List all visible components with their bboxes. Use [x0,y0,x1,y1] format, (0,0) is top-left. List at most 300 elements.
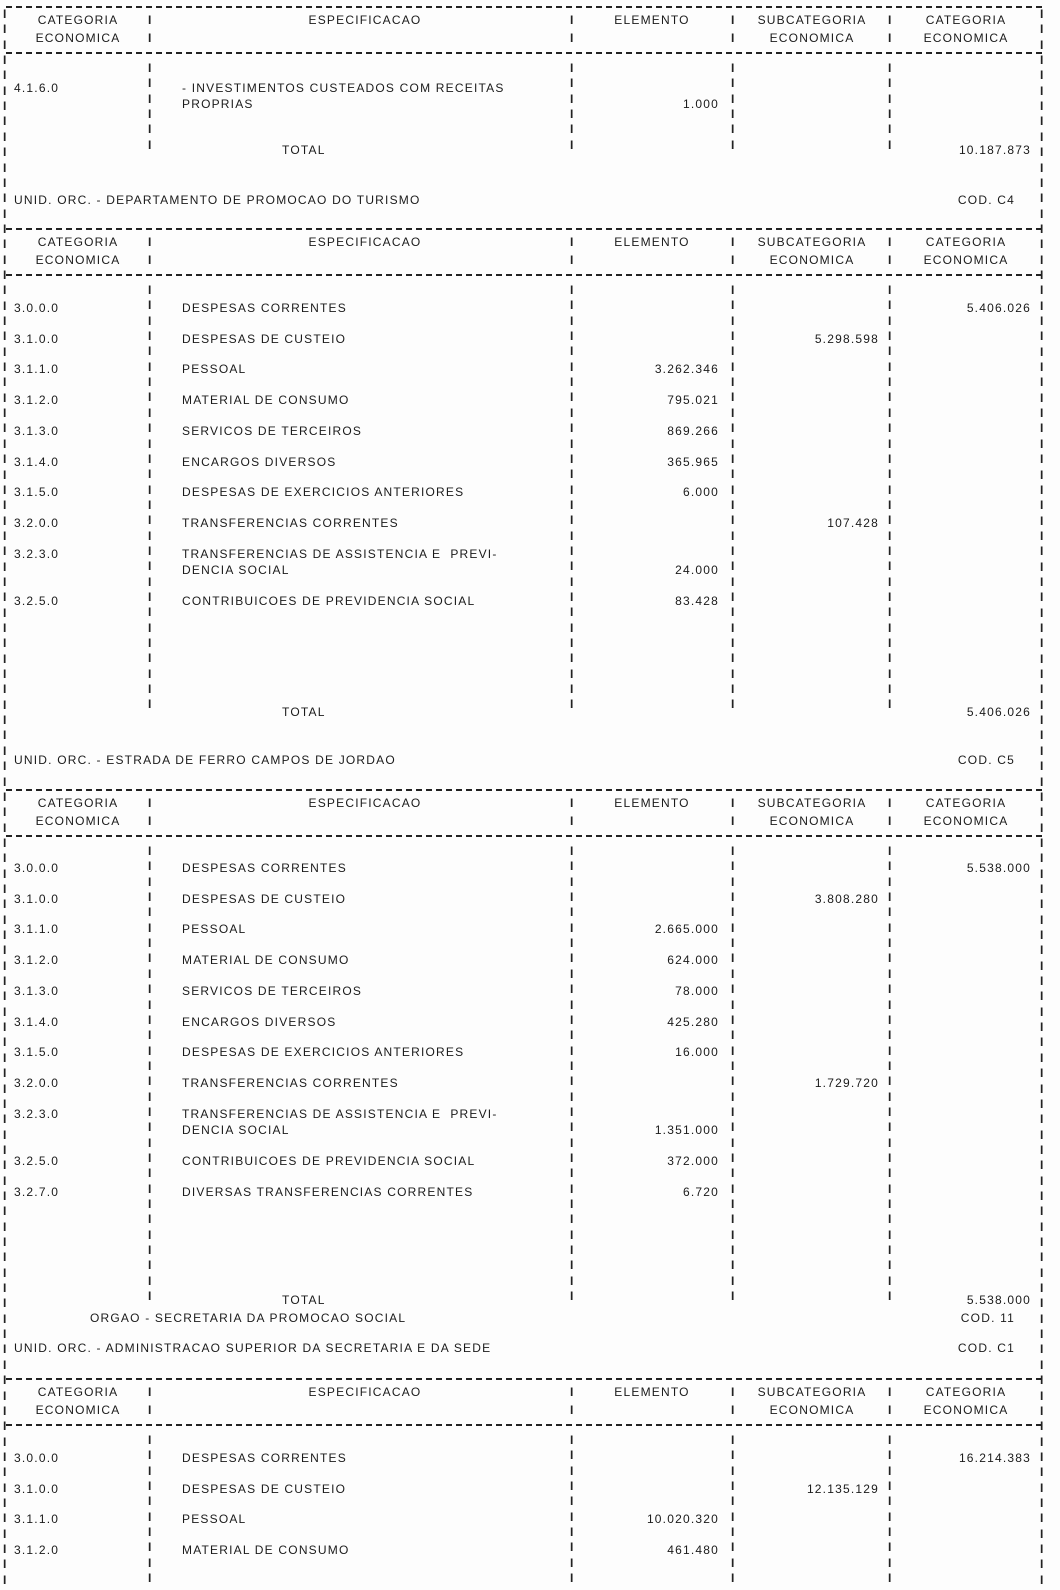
column-separator: I [3,590,8,605]
column-separator: I [731,697,736,712]
column-separator: I [888,1120,893,1135]
column-separator: I [1040,329,1045,344]
column-separator: I [888,1243,893,1258]
column-separator: I [148,1028,153,1043]
column-separator: I [1040,866,1045,881]
column-separator: I [731,1151,736,1165]
column-separator: I [570,1058,575,1073]
column-separator: I [888,1403,893,1417]
column-separator: I [570,1151,575,1165]
column-separator: I [888,814,893,828]
column-separator: I [1040,1235,1045,1249]
column-separator: I [570,936,575,951]
column-separator: I [731,636,736,651]
column-separator: I [3,912,8,927]
column-separator: I [3,1526,8,1541]
column-separator: I [3,1281,8,1296]
column-separator: I [570,91,575,106]
column-separator: I [888,1571,893,1586]
column-separator: I [3,1480,8,1495]
column-separator: I [1040,252,1045,267]
column-separator: I [3,498,8,513]
column-separator: I [888,1012,893,1027]
column-separator: I [888,859,893,874]
row-code: 3.1.0.0 [14,891,60,906]
header-subcategoria-economica: ECONOMICA [769,253,855,267]
column-separator: I [570,1089,575,1104]
column-separator: I [1040,1495,1045,1510]
column-separator: I [731,574,736,589]
column-separator: I [888,1227,893,1242]
column-separator: I [148,605,153,620]
column-separator: I [148,528,153,543]
column-separator: I [731,1385,736,1399]
header-categoria-economica-2: ECONOMICA [923,1403,1009,1417]
column-separator: I [3,851,8,866]
column-separator: I [3,1311,8,1326]
orgao-code: COD. 11 [960,1311,1015,1325]
column-separator: I [3,482,8,497]
column-separator: I [731,329,736,344]
row-code: 3.0.0.0 [14,1451,60,1465]
column-separator: I [1040,851,1045,866]
column-separator: I [731,1074,736,1089]
column-separator: I [570,390,575,405]
row-especificacao: DENCIA SOCIAL [182,562,290,577]
column-separator: I [888,936,893,951]
column-separator: I [3,1342,8,1357]
row-elemento: 6.000 [682,485,719,500]
column-separator: I [570,436,575,451]
row-especificacao: CONTRIBUICOES DE PREVIDENCIA SOCIAL [182,594,476,609]
column-separator: I [731,1058,736,1073]
column-separator: I [731,543,736,558]
row-especificacao: TRANSFERENCIAS DE ASSISTENCIA E PREVI- [182,1106,498,1121]
column-separator: I [148,966,153,981]
column-separator: I [888,298,893,313]
column-separator: I [3,958,8,973]
unid-code: COD. C1 [957,1341,1015,1355]
column-separator: I [570,666,575,681]
column-separator: I [3,1035,8,1050]
column-separator: I [148,859,153,874]
column-separator: I [888,890,893,905]
column-separator: I [888,451,893,466]
column-separator: I [888,13,893,27]
column-separator: I [3,206,8,221]
column-separator: I [570,1448,575,1463]
row-especificacao: CONTRIBUICOES DE PREVIDENCIA SOCIAL [182,1154,476,1169]
column-separator: I [3,1112,8,1127]
column-separator: I [3,1327,8,1342]
column-separator: I [148,253,153,267]
column-separator: I [570,1212,575,1227]
column-separator: I [888,844,893,858]
column-separator: I [888,620,893,635]
column-separator: I [731,982,736,997]
column-separator: I [570,1181,575,1196]
column-separator: I [148,283,153,297]
column-separator: I [731,1043,736,1058]
column-separator: I [3,53,8,68]
column-separator: I [3,1250,8,1265]
column-separator: I [731,497,736,512]
total-value: 5.406.026 [966,705,1031,719]
row-code: 3.1.4.0 [14,454,60,469]
column-separator: I [148,467,153,482]
column-separator: I [888,31,893,45]
column-separator: I [3,1465,8,1480]
column-separator: I [148,31,153,45]
column-separator: I [1040,206,1045,221]
column-separator: I [3,667,8,682]
column-separator: I [3,1158,8,1173]
row-elemento: 6.720 [682,1185,719,1199]
column-separator: I [148,936,153,951]
column-separator: I [570,636,575,651]
column-separator: I [1040,1342,1045,1357]
row-especificacao: MATERIAL DE CONSUMO [182,1543,350,1558]
header-elemento: ELEMENTO [614,13,690,27]
column-separator: I [570,1166,575,1181]
column-separator: I [3,1173,8,1188]
column-separator: I [731,997,736,1012]
column-separator: I [1040,1449,1045,1464]
column-separator: I [888,1433,893,1447]
column-separator: I [148,1479,153,1494]
column-separator: I [888,651,893,666]
column-separator: I [570,590,575,604]
column-separator: I [570,451,575,466]
column-separator: I [148,1258,153,1273]
header-economica: ECONOMICA [35,31,121,45]
column-separator: I [731,1212,736,1227]
column-separator: I [148,1058,153,1073]
total-label: TOTAL [282,1293,326,1307]
header-elemento: ELEMENTO [614,796,690,810]
column-separator: I [1040,713,1045,728]
column-separator: I [148,137,153,152]
column-separator: I [731,1403,736,1417]
row-subcategoria: 12.135.129 [806,1481,879,1496]
column-separator: I [148,651,153,666]
column-separator: I [148,405,153,420]
column-separator: I [3,1265,8,1280]
column-separator: I [888,682,893,697]
column-separator: I [570,920,575,935]
column-separator: I [1040,912,1045,927]
header-subcategoria-economica: ECONOMICA [769,1403,855,1417]
column-separator: I [3,1403,8,1418]
column-separator: I [1040,559,1045,574]
column-separator: I [3,191,8,206]
column-separator: I [3,252,8,267]
row-code: 3.0.0.0 [14,301,60,315]
column-separator: I [570,13,575,27]
column-separator: I [1040,728,1045,743]
column-separator: I [148,543,153,558]
column-separator: I [3,1511,8,1526]
row-elemento: 1.000 [682,97,719,111]
column-separator: I [3,513,8,528]
column-separator: I [1040,1265,1045,1280]
row-elemento: 372.000 [667,1154,719,1169]
column-separator: I [148,814,153,828]
column-separator: I [3,789,8,804]
column-separator: I [570,966,575,981]
row-code: 3.1.2.0 [14,393,60,408]
column-separator: I [3,406,8,421]
column-separator: I [1040,375,1045,390]
column-separator: I [570,1555,575,1570]
column-separator: I [888,905,893,920]
column-separator: I [3,621,8,635]
column-separator: I [570,1043,575,1058]
column-separator: I [148,1227,153,1242]
column-separator: I [148,122,153,137]
column-separator: I [731,76,736,91]
row-elemento: 3.262.346 [654,362,719,377]
row-code: 3.1.0.0 [14,1481,60,1496]
header-economica: ECONOMICA [35,814,121,828]
column-separator: I [1040,1327,1045,1342]
column-separator: I [3,1020,8,1035]
column-separator: I [1040,682,1045,697]
column-separator: I [731,482,736,497]
column-separator: I [1040,1480,1045,1495]
column-separator: I [3,390,8,405]
column-separator: I [731,920,736,935]
column-separator: I [1040,267,1045,282]
row-code: 3.1.2.0 [14,1543,60,1558]
column-separator: I [148,359,153,374]
column-separator: I [888,1385,893,1399]
column-separator: I [148,1151,153,1165]
row-code: 3.2.5.0 [14,594,60,609]
column-separator: I [888,982,893,997]
column-separator: I [1040,160,1045,175]
column-separator: I [570,1540,575,1555]
dashed-rule [6,228,1042,230]
column-separator: I [1040,99,1045,114]
column-separator: I [888,405,893,420]
column-separator: I [3,1434,8,1449]
row-especificacao: TRANSFERENCIAS CORRENTES [182,1075,399,1090]
row-especificacao: DESPESAS CORRENTES [182,301,347,315]
column-separator: I [888,796,893,810]
row-code: 3.1.1.0 [14,1512,60,1527]
header-economica: ECONOMICA [35,253,121,267]
column-separator: I [570,997,575,1012]
column-separator: I [1040,881,1045,896]
column-separator: I [1040,421,1045,436]
column-separator: I [731,1135,736,1150]
column-separator: I [888,1555,893,1570]
column-separator: I [731,283,736,297]
column-separator: I [1040,1311,1045,1326]
row-subcategoria: 107.428 [827,515,879,530]
column-separator: I [1040,344,1045,359]
row-code: 3.2.7.0 [14,1185,60,1199]
column-separator: I [731,936,736,951]
column-separator: I [148,1197,153,1212]
column-separator: I [3,129,8,144]
total-label: TOTAL [282,705,326,719]
column-separator: I [148,1433,153,1447]
column-separator: I [1040,1050,1045,1065]
row-code: 3.1.0.0 [14,331,60,346]
column-separator: I [1040,22,1045,37]
column-separator: I [3,452,8,467]
column-separator: I [570,76,575,91]
column-separator: I [1040,1388,1045,1403]
column-separator: I [148,1403,153,1417]
column-separator: I [888,1273,893,1288]
column-separator: I [888,1509,893,1524]
column-separator: I [148,559,153,574]
column-separator: I [1040,482,1045,497]
column-separator: I [731,796,736,810]
column-separator: I [3,697,8,712]
column-separator: I [1040,1465,1045,1480]
column-separator: I [888,1181,893,1196]
column-separator: I [888,966,893,981]
column-separator: I [3,160,8,175]
header-categoria-economica: CATEGORIA [925,13,1007,27]
column-separator: I [3,421,8,436]
column-separator: I [148,298,153,313]
column-separator: I [731,1166,736,1181]
column-separator: I [1040,958,1045,973]
column-separator: I [570,497,575,512]
column-separator: I [888,874,893,889]
row-especificacao: DESPESAS CORRENTES [182,1451,347,1465]
column-separator: I [1040,651,1045,666]
column-separator: I [3,897,8,912]
column-separator: I [731,1479,736,1494]
column-separator: I [148,1509,153,1524]
column-separator: I [3,743,8,758]
header-especificacao: ESPECIFICACAO [308,1385,422,1399]
column-separator: I [148,1104,153,1119]
column-separator: I [570,982,575,997]
column-separator: I [1040,452,1045,467]
column-separator: I [1040,605,1045,620]
column-separator: I [148,1540,153,1555]
column-separator: I [731,590,736,604]
column-separator: I [3,1495,8,1510]
total-label: TOTAL [282,143,326,157]
column-separator: I [888,1494,893,1509]
column-separator: I [3,175,8,190]
column-separator: I [570,1074,575,1089]
column-separator: I [888,590,893,604]
column-separator: I [1040,1020,1045,1035]
row-code: 3.2.3.0 [14,546,60,561]
column-separator: I [3,559,8,574]
column-separator: I [1040,1526,1045,1541]
column-separator: I [570,890,575,905]
column-separator: I [148,574,153,589]
column-separator: I [570,467,575,482]
column-separator: I [731,651,736,666]
column-separator: I [1040,528,1045,543]
column-separator: I [3,267,8,282]
header-categoria-economica: CATEGORIA [925,1385,1007,1399]
row-code: 3.2.0.0 [14,515,60,530]
row-code: 4.1.6.0 [14,81,60,95]
row-especificacao: PESSOAL [182,922,247,937]
dashed-rule [6,789,1042,791]
column-separator: I [148,91,153,106]
column-separator: I [148,497,153,512]
header-categoria-economica-2: ECONOMICA [923,31,1009,45]
column-separator: I [148,390,153,405]
header-elemento: ELEMENTO [614,235,690,249]
column-separator: I [731,666,736,681]
column-separator: I [1040,1112,1045,1127]
column-separator: I [148,982,153,997]
column-separator: I [1040,928,1045,942]
row-elemento: 10.020.320 [646,1512,719,1527]
column-separator: I [1040,544,1045,559]
column-separator: I [1040,237,1045,252]
column-separator: I [3,283,8,298]
column-separator: I [1040,1281,1045,1296]
column-separator: I [888,1028,893,1043]
column-separator: I [888,235,893,249]
column-separator: I [570,235,575,249]
column-separator: I [888,1197,893,1212]
column-separator: I [570,574,575,589]
column-separator: I [731,814,736,828]
column-separator: I [1040,1096,1045,1111]
column-separator: I [731,31,736,45]
column-separator: I [731,451,736,466]
column-separator: I [570,31,575,45]
row-elemento: 795.021 [667,393,719,408]
column-separator: I [148,107,153,122]
column-separator: I [3,928,8,942]
column-separator: I [731,1509,736,1524]
column-separator: I [888,283,893,297]
column-separator: I [3,528,8,543]
row-categoria: 5.538.000 [966,861,1031,875]
column-separator: I [3,1373,8,1388]
column-separator: I [148,235,153,249]
column-separator: I [731,1197,736,1212]
row-especificacao: SERVICOS DE TERCEIROS [182,423,363,438]
column-separator: I [731,620,736,635]
column-separator: I [3,344,8,359]
column-separator: I [3,1449,8,1464]
column-separator: I [1040,1296,1045,1311]
column-separator: I [731,1571,736,1586]
column-separator: I [3,1096,8,1111]
column-separator: I [1040,943,1045,958]
column-separator: I [1040,175,1045,190]
column-separator: I [148,421,153,436]
column-separator: I [3,574,8,589]
column-separator: I [1040,1188,1045,1203]
column-separator: I [731,1243,736,1258]
row-especificacao: DIVERSAS TRANSFERENCIAS CORRENTES [182,1185,474,1199]
row-elemento: 24.000 [675,562,719,577]
column-separator: I [731,951,736,966]
column-separator: I [1040,53,1045,68]
column-separator: I [888,1135,893,1150]
column-separator: I [731,359,736,374]
